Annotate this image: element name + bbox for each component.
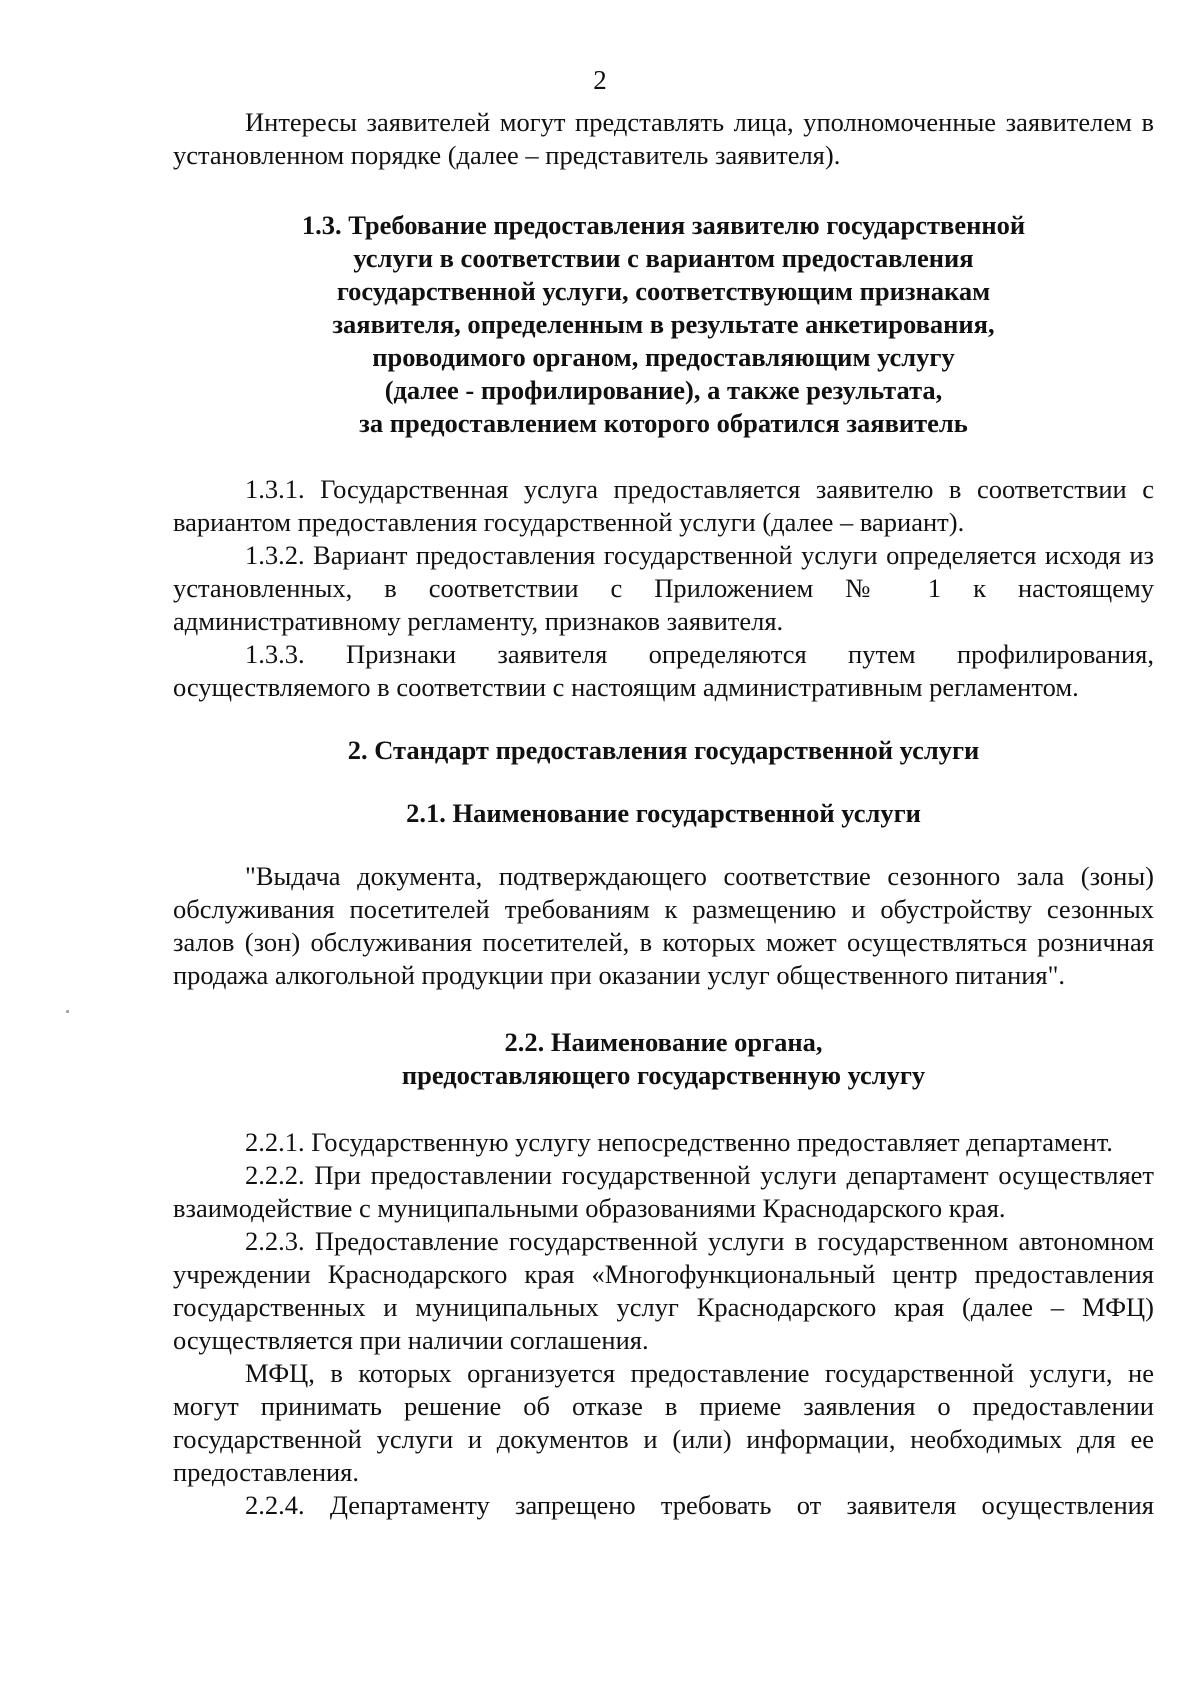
scan-artifact-dot xyxy=(66,1010,69,1013)
paragraph-2-2-4: 2.2.4. Департаменту запрещено требовать от заявителя осуществления xyxy=(245,1490,1154,1520)
page-number: 2 xyxy=(593,65,607,95)
paragraph-2-1-service-name: "Выдача документа, подтверждающего соответствие сезонного зала (зоны) обслуживания посетителей требованиям к размещению и обустройству сезонных залов (зон) обслуживания посетителей, в которых может осуществляться розничная продажа алкогольной продукции при оказании услуг общественного питания". xyxy=(173,861,1154,990)
paragraph-2-2-3: 2.2.3. Предоставление государственной услуги в государственном автономном учреждении Краснодарского края «Многофункциональный центр предоставления государственных и муниципальных услуг Краснодарского края (далее – МФЦ) осуществляется при наличии соглашения. xyxy=(173,1226,1154,1355)
heading-line: услуги в соответствии с вариантом предоставления xyxy=(353,243,974,273)
section-2-2-heading xyxy=(173,1026,1154,1092)
paragraph-mfc: МФЦ, в которых организуется предоставление государственной услуги, не могут принимать решение об отказе в приеме заявления о предоставлении государственной услуги и документов и (или) информации, необходимых для ее предоставления. xyxy=(173,1358,1154,1487)
section-2-heading: 2. Стандарт предоставления государственной услуги xyxy=(347,735,980,765)
document-body xyxy=(173,106,1154,1522)
paragraph-1-3-1: 1.3.1. Государственная услуга предоставляется заявителю в соответствии с вариантом предоставления государственной услуги (далее – вариант). xyxy=(173,474,1154,537)
heading-line: заявителя, определенным в результате анкетирования, xyxy=(332,309,995,339)
heading-line: проводимого органом, предоставляющим услугу xyxy=(372,342,955,372)
section-2-1-heading: 2.1. Наименование государственной услуги xyxy=(406,798,921,828)
paragraph-1-3-3: 1.3.3. Признаки заявителя определяются путем профилирования, осуществляемого в соответствии с настоящим административным регламентом. xyxy=(173,639,1154,702)
heading-line: 2.2. Наименование органа, xyxy=(504,1027,823,1057)
heading-line: за предоставлением которого обратился заявитель xyxy=(359,408,968,438)
paragraph-2-2-2: 2.2.2. При предоставлении государственной услуги департамент осуществляет взаимодействие с муниципальными образованиями Краснодарского края. xyxy=(173,1160,1154,1223)
heading-line: предоставляющего государственную услугу xyxy=(401,1060,926,1090)
intro-paragraph: Интересы заявителей могут представлять лица, уполномоченные заявителем в установленном порядке (далее – представитель заявителя). xyxy=(173,107,1154,170)
section-1-3-heading xyxy=(173,209,1154,440)
paragraph-2-2-1: 2.2.1. Государственную услугу непосредственно предоставляет департамент. xyxy=(245,1127,1113,1157)
heading-line: 1.3. Требование предоставления заявителю государственной xyxy=(301,210,1026,240)
heading-line: (далее - профилирование), а также результата, xyxy=(384,375,943,405)
paragraph-1-3-2: 1.3.2. Вариант предоставления государственной услуги определяется исходя из установленных, в соответствии с Приложением № 1 к настоящему административному регламенту, признаков заявителя. xyxy=(173,540,1154,636)
heading-line: государственной услуги, соответствующим признакам xyxy=(336,276,991,306)
